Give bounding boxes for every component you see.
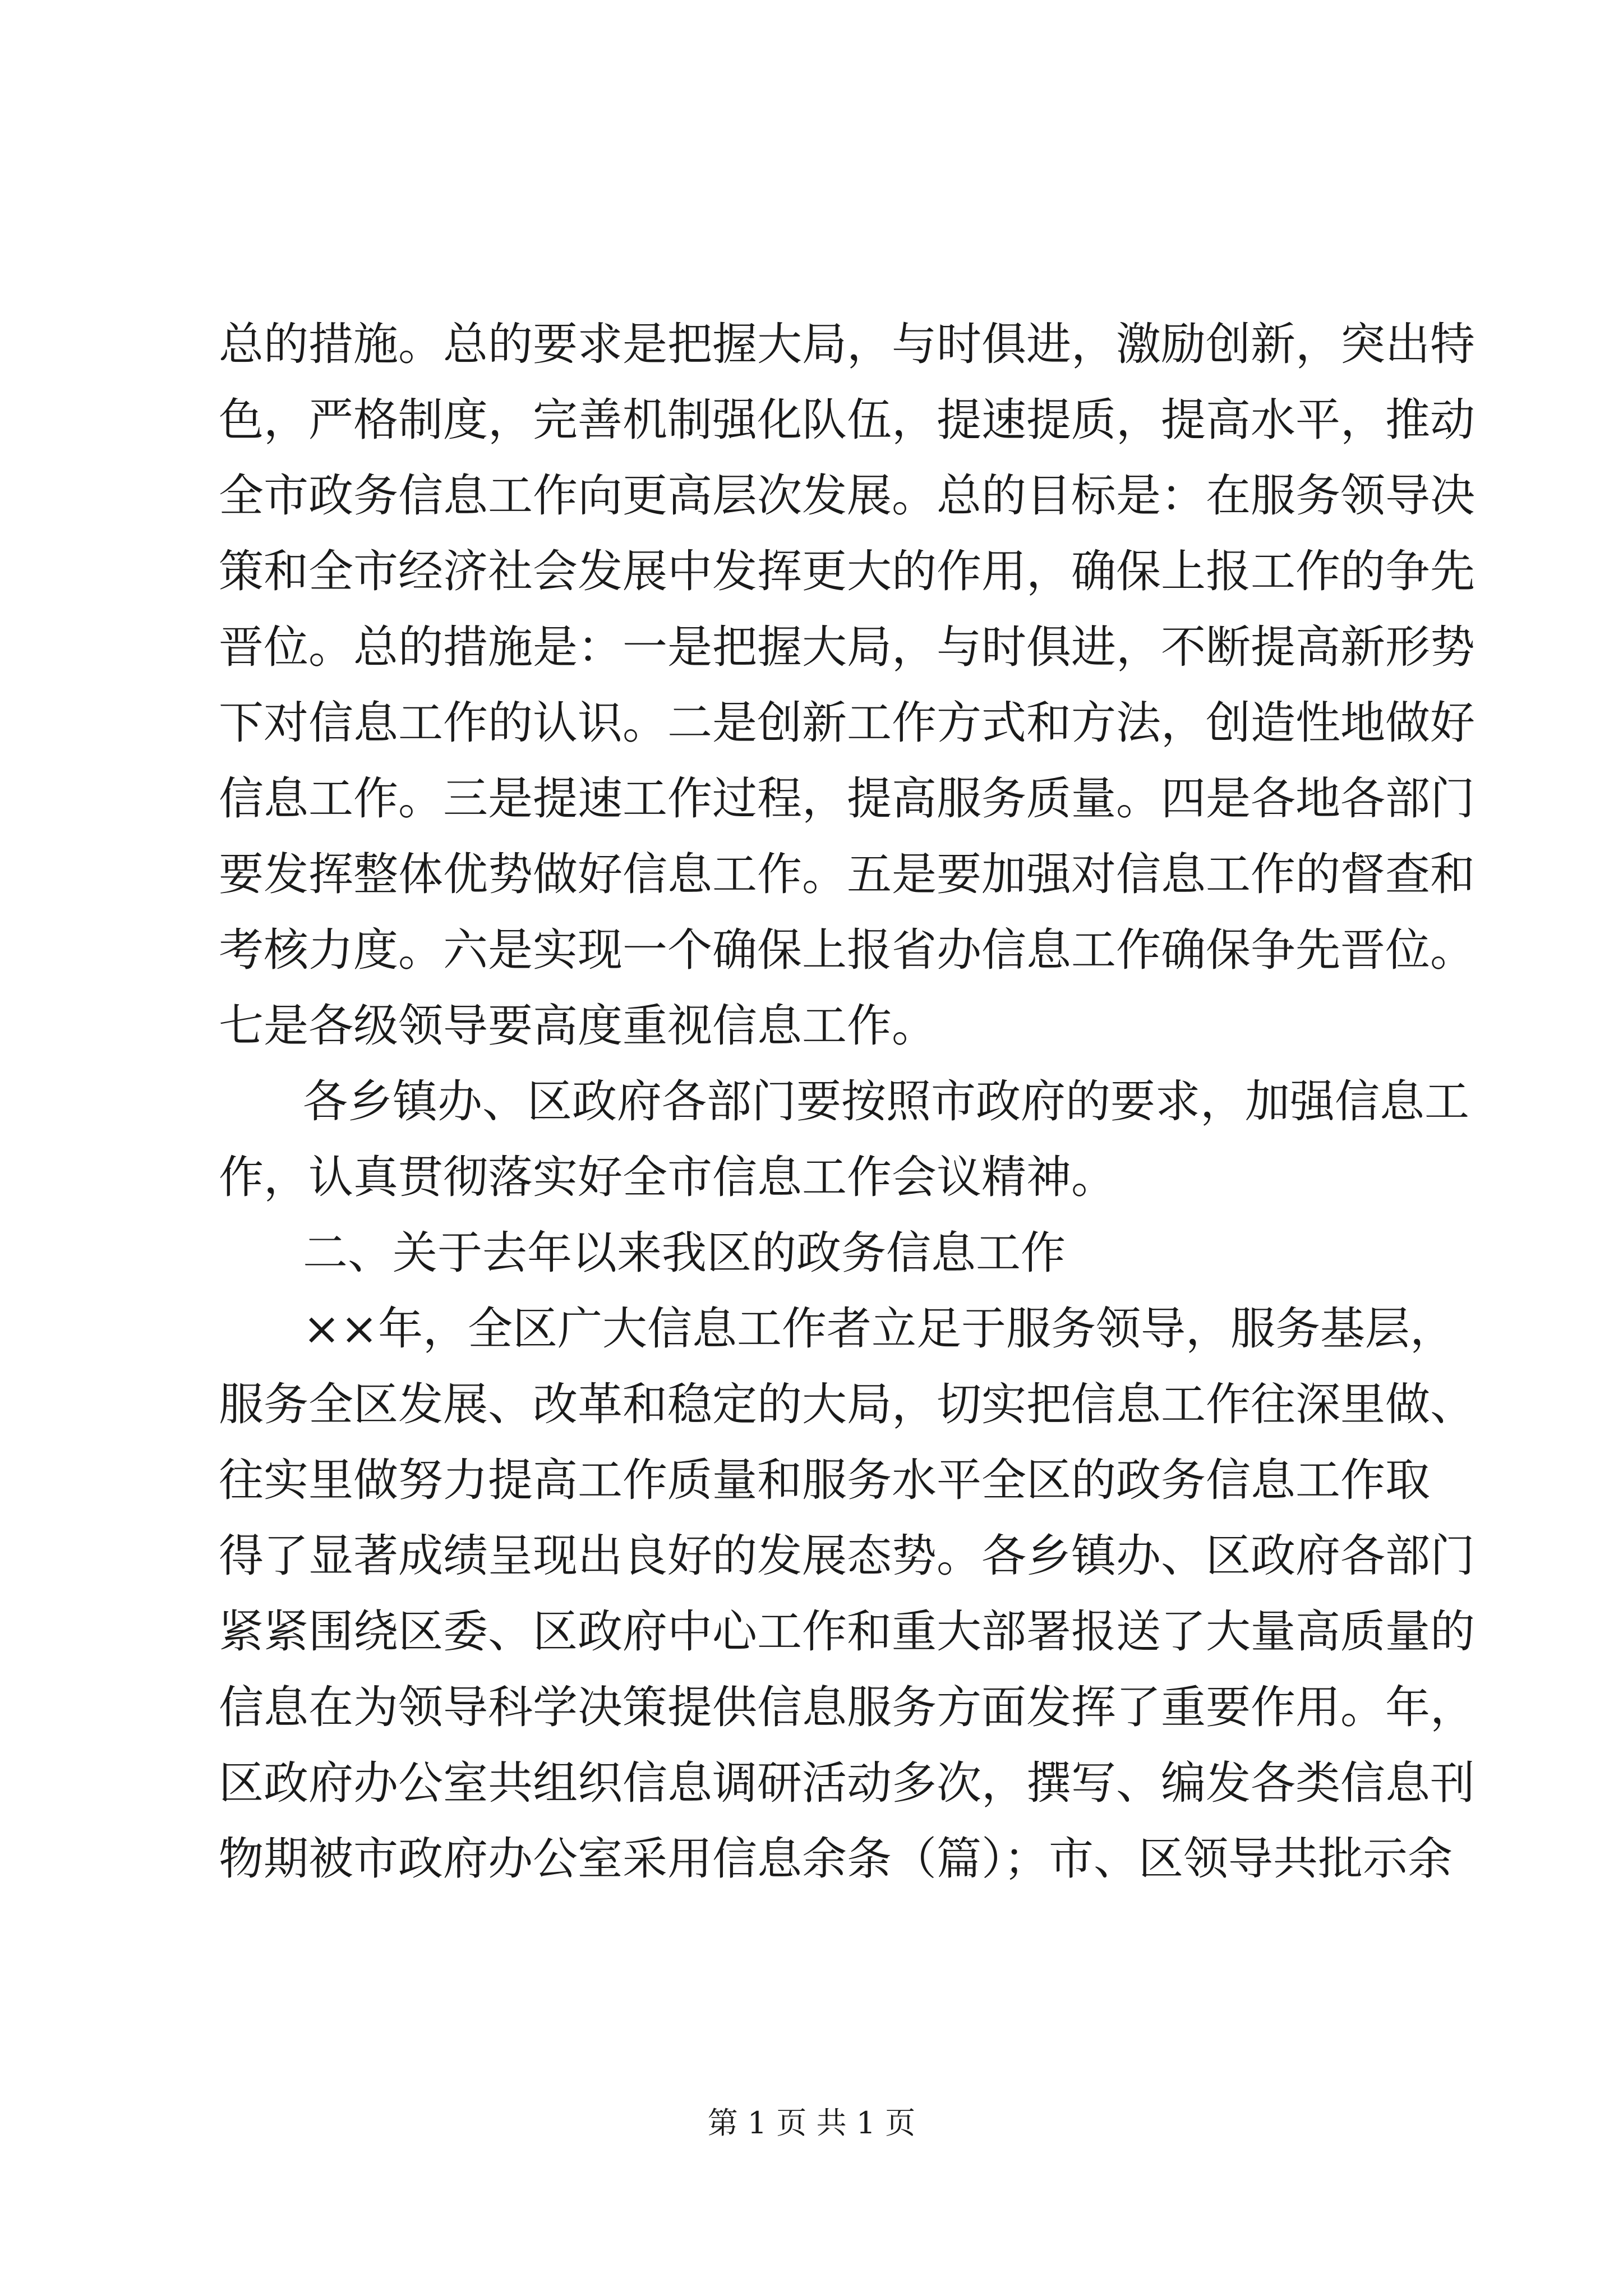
section-heading: 二、关于去年以来我区的政务信息工作 [303,1227,1066,1279]
body-line-5: 晋位。总的措施是：一是把握大局，与时俱进，不断提高新形势 [219,621,1475,673]
body-line-9: 考核力度。六是实现一个确保上报省办信息工作确保争先晋位。 [219,924,1475,976]
body-line-19: 信息在为领导科学决策提供信息服务方面发挥了重要作用。年， [219,1681,1475,1733]
body-line-8: 要发挥整体优势做好信息工作。五是要加强对信息工作的督查和 [219,848,1475,900]
body-line-17: 得了显著成绩呈现出良好的发展态势。各乡镇办、区政府各部门 [219,1530,1475,1582]
body-line-21: 物期被市政府办公室采用信息余条（篇）；市、区领导共批示余 [219,1833,1453,1885]
body-line-4: 策和全市经济社会发展中发挥更大的作用，确保上报工作的争先 [219,545,1475,597]
body-line-7: 信息工作。三是提速工作过程，提高服务质量。四是各地各部门 [219,772,1475,825]
body-line-1: 总的措施。总的要求是把握大局，与时俱进，激励创新，突出特 [219,318,1475,370]
body-line-10: 七是各级领导要高度重视信息工作。 [219,1000,937,1052]
body-line-11: 各乡镇办、区政府各部门要按照市政府的要求，加强信息工 [303,1075,1469,1128]
body-line-3: 全市政务信息工作向更高层次发展。总的目标是：在服务领导决 [219,470,1475,522]
body-line-12: 作，认真贯彻落实好全市信息工作会议精神。 [219,1151,1116,1203]
body-line-2: 色，严格制度，完善机制强化队伍，提速提质，提高水平，推动 [219,394,1475,446]
body-line-6: 下对信息工作的认识。二是创新工作方式和方法，创造性地做好 [219,697,1475,749]
body-line-18: 紧紧围绕区委、区政府中心工作和重大部署报送了大量高质量的 [219,1605,1475,1658]
page-number-footer: 第 1 页 共 1 页 [707,2105,916,2141]
body-line-14: ××年，全区广大信息工作者立足于服务领导，服务基层， [303,1303,1455,1355]
body-line-15: 服务全区发展、改革和稳定的大局，切实把信息工作往深里做、 [219,1378,1475,1430]
body-line-20: 区政府办公室共组织信息调研活动多次，撰写、编发各类信息刊 [219,1757,1475,1809]
body-line-16: 往实里做努力提高工作质量和服务水平全区的政务信息工作取 [219,1454,1430,1506]
